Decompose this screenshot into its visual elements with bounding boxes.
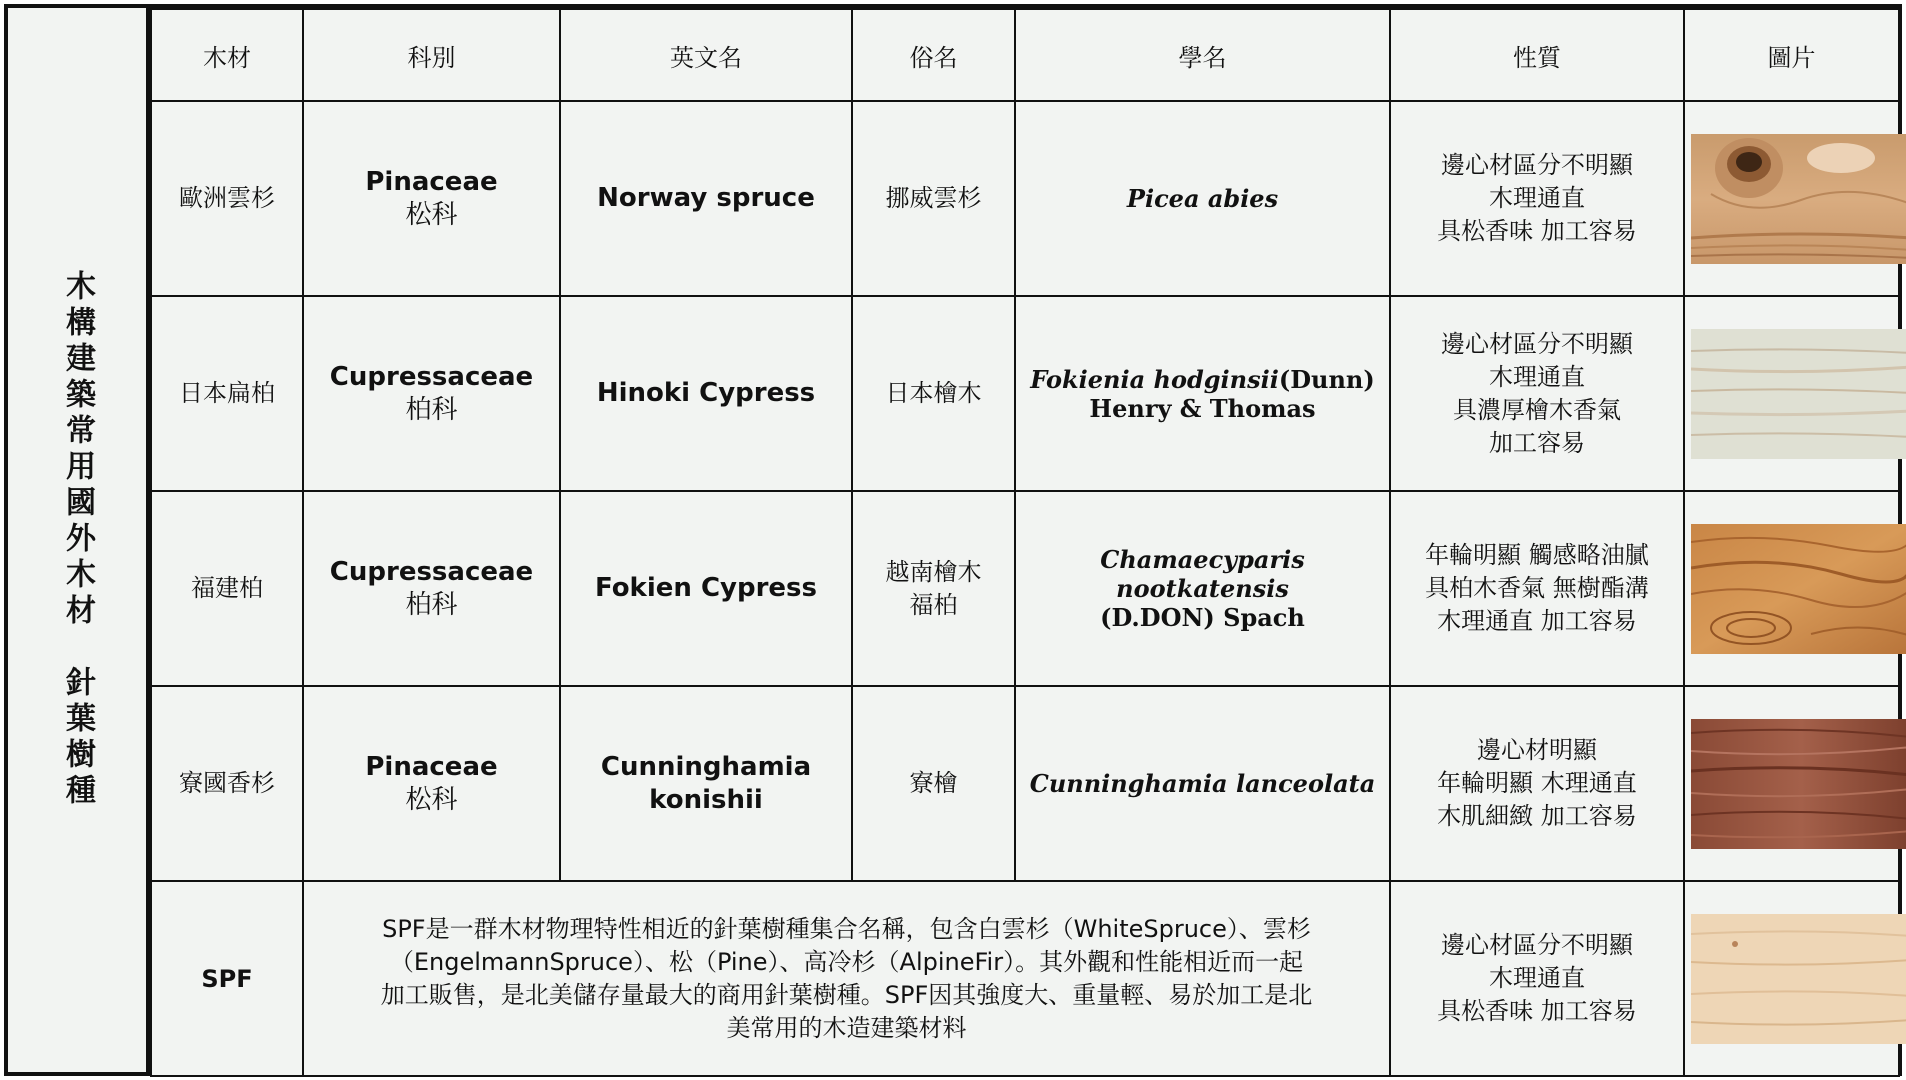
spf-description-line: 美常用的木造建築材料 [726,1013,967,1042]
property-line: 具柏木香氣 無樹酯溝 [1425,574,1649,602]
scientific-author: (D.DON) Spach [1100,603,1305,632]
fokien-cypress-wood-photo [1691,524,1906,654]
header-image: 圖片 [1684,9,1899,101]
scientific-genus-species: Fokienia hodginsii [1030,364,1279,394]
common-name-cell [852,686,1015,881]
common-name: 日本檜木 [885,379,982,407]
property-line: 邊心材區分不明顯 [1441,329,1633,358]
laos-cedar-red-wood-photo [1691,719,1906,849]
properties-cell [1390,686,1684,881]
scientific-name-cell [1015,101,1390,296]
property-line: 木理通直 [1489,184,1585,212]
scientific-name-cell [1015,491,1390,686]
family-cell [303,491,560,686]
scientific-genus-species: Chamaecyparis nootkatensis [1100,545,1305,603]
english-name: Norway spruce [597,183,815,213]
spf-light-wood-photo [1691,914,1906,1044]
family-chinese: 柏科 [405,394,458,425]
english-name-cell [560,101,852,296]
property-line: 木理通直 [1489,964,1585,992]
english-name-cell [560,296,852,491]
hinoki-pale-wood-photo [1691,329,1906,459]
table-frame [4,4,1902,1076]
family-cell [303,296,560,491]
properties-cell [1390,491,1684,686]
english-name: konishii [649,784,763,815]
header-english-name: 英文名 [560,9,852,101]
family-chinese: 柏科 [405,589,458,620]
header-properties: 性質 [1390,9,1684,101]
table-row-spf [151,881,1899,1076]
wood-name: 日本扁柏 [151,296,303,491]
table-row [151,686,1899,881]
scientific-author: (Dunn) [1278,364,1375,394]
property-line: 邊心材區分不明顯 [1441,151,1633,179]
spf-description-cell [303,881,1390,1076]
property-line: 邊心材區分不明顯 [1441,931,1633,959]
scientific-author: Henry & Thomas [1089,393,1316,423]
wood-name: SPF [151,881,303,1076]
property-line: 木理通直 加工容易 [1437,607,1637,635]
scientific-name-cell [1015,686,1390,881]
family-chinese: 松科 [405,199,458,230]
common-name: 福柏 [909,590,958,619]
side-title-cell [8,8,150,1072]
header-row [151,9,1899,101]
table-row [151,101,1899,296]
table-row [151,491,1899,686]
properties-cell [1390,881,1684,1076]
side-title: 木構建築常用國外木材 針葉樹種 [60,270,95,810]
family-latin: Pinaceae [365,751,498,782]
property-line: 加工容易 [1489,428,1585,457]
header-wood: 木材 [151,9,303,101]
spf-description-line: 加工販售，是北美儲存量最大的商用針葉樹種。SPF因其強度大、重量輕、易於加工是北 [380,980,1313,1009]
common-name: 寮檜 [909,769,958,797]
property-line: 具松香味 加工容易 [1437,217,1637,245]
property-line: 木理通直 [1489,362,1585,391]
family-chinese: 松科 [405,784,458,815]
wood-name: 寮國香杉 [151,686,303,881]
common-name-cell [852,491,1015,686]
property-line: 木肌細緻 加工容易 [1437,802,1637,830]
image-cell [1684,881,1899,1076]
wood-table [150,8,1900,1077]
table-row [151,296,1899,491]
english-name: Cunninghamia [600,751,812,782]
family-latin: Pinaceae [365,166,498,197]
scientific-name: Cunninghamia lanceolata [1029,769,1376,798]
properties-cell [1390,101,1684,296]
header-common-name: 俗名 [852,9,1015,101]
header-scientific-name: 學名 [1015,9,1390,101]
family-cell [303,686,560,881]
property-line: 年輪明顯 觸感略油膩 [1425,541,1649,569]
family-latin: Cupressaceae [329,361,534,392]
image-cell [1684,296,1899,491]
image-cell [1684,491,1899,686]
spruce-knot-wood-photo [1691,134,1906,264]
common-name-cell [852,296,1015,491]
wood-name: 歐洲雲杉 [151,101,303,296]
common-name: 越南檜木 [885,557,982,586]
property-line: 具松香味 加工容易 [1437,997,1637,1025]
property-line: 具濃厚檜木香氣 [1453,395,1621,424]
english-name: Fokien Cypress [594,573,817,603]
english-name: Hinoki Cypress [596,378,816,408]
header-family: 科別 [303,9,560,101]
property-line: 邊心材明顯 [1477,736,1597,764]
scientific-name-line [1022,365,1383,394]
property-line: 年輪明顯 木理通直 [1437,769,1637,797]
image-cell [1684,686,1899,881]
family-cell [303,101,560,296]
scientific-name: Picea abies [1126,184,1279,213]
image-cell [1684,101,1899,296]
scientific-name-cell [1015,296,1390,491]
common-name: 挪威雲杉 [885,184,982,212]
english-name-cell [560,686,852,881]
spf-description-line: （EngelmannSpruce）、松（Pine）、高冷杉（AlpineFir）。其外觀和性能相近而一起 [389,947,1304,976]
properties-cell [1390,296,1684,491]
family-latin: Cupressaceae [329,556,534,587]
wood-name: 福建柏 [151,491,303,686]
english-name-cell [560,491,852,686]
spf-description-line: SPF是一群木材物理特性相近的針葉樹種集合名稱，包含白雲杉（WhiteSpruce）、雲杉 [382,914,1311,943]
common-name-cell [852,101,1015,296]
